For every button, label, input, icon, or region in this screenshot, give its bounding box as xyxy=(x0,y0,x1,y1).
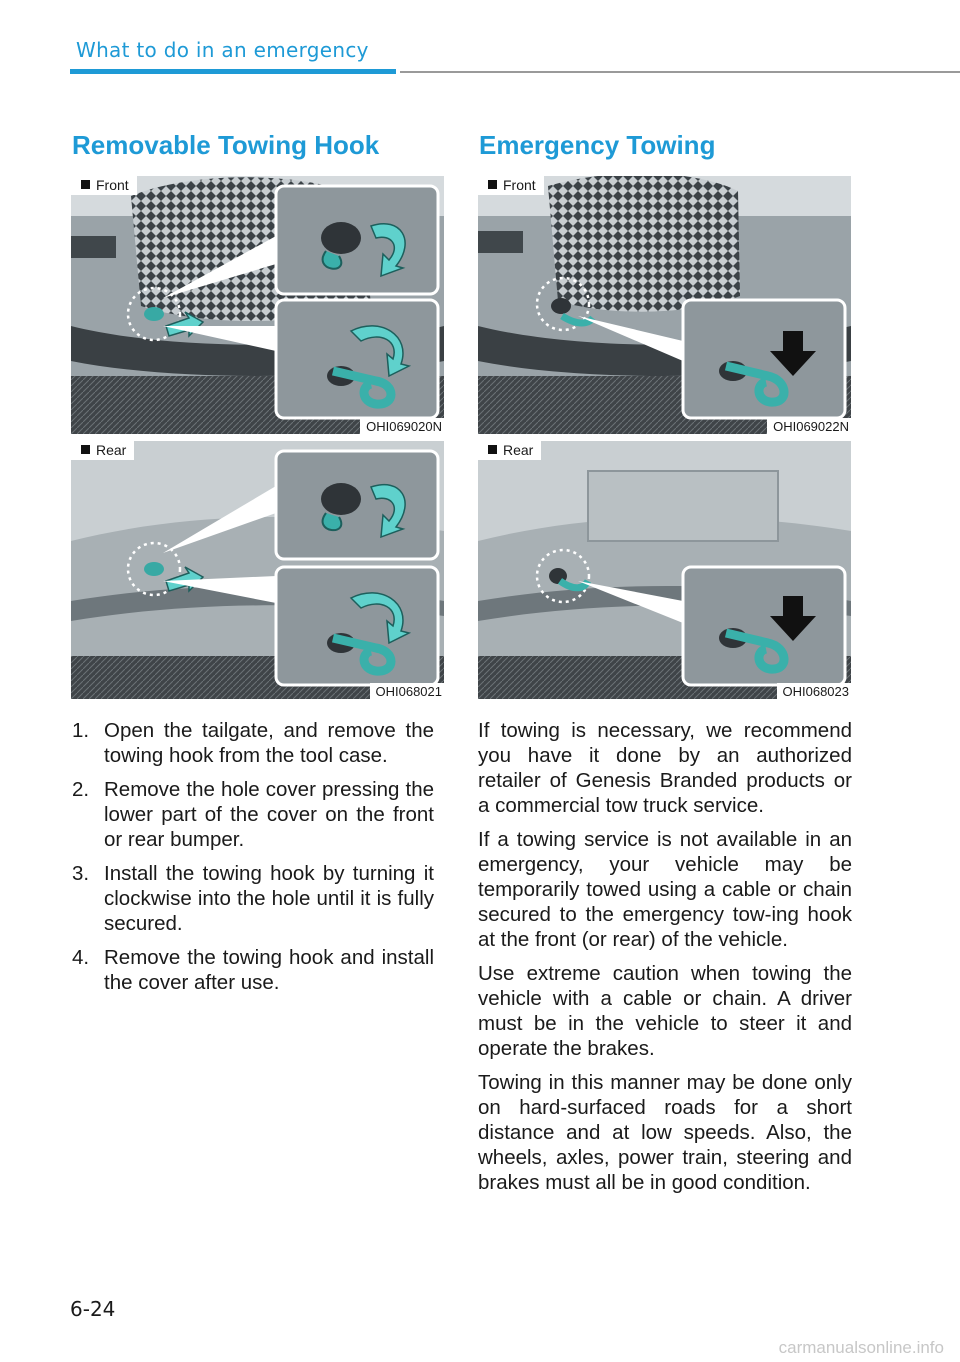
watermark: carmanualsonline.info xyxy=(778,1338,944,1357)
figure-code: OHI069022N xyxy=(767,418,851,434)
figure-emergency-towing-front xyxy=(478,176,851,434)
header-rule xyxy=(400,71,960,73)
step-number: 1. xyxy=(72,719,90,742)
section-title-emergency-towing: Emergency Towing xyxy=(479,130,716,160)
emergency-towing-rear-illustration xyxy=(478,441,851,699)
chapter-title: What to do in an emergency xyxy=(76,38,369,62)
figure-tag-text: Front xyxy=(96,177,129,193)
step-item xyxy=(70,945,434,995)
header-rule-accent xyxy=(70,69,396,74)
square-bullet-icon xyxy=(488,445,497,454)
emergency-towing-text xyxy=(478,718,852,1204)
emergency-towing-front-illustration xyxy=(478,176,851,434)
figure-tag-text: Front xyxy=(503,177,536,193)
step-text: Remove the hole cover pressing the lower part of the cover on the front or rear bumper. xyxy=(104,778,434,851)
paragraph: Use extreme caution when towing the vehicle with a cable or chain. A driver must be in the vehicle to steer it and operate the brakes. xyxy=(478,962,852,1060)
figure-label-front xyxy=(71,176,137,195)
figure-towing-hook-front xyxy=(71,176,444,434)
figure-towing-hook-rear xyxy=(71,441,444,699)
towing-hook-steps xyxy=(70,718,434,1004)
step-item xyxy=(70,777,434,852)
figure-label-front xyxy=(478,176,544,195)
section-title-removable-towing-hook: Removable Towing Hook xyxy=(72,130,380,160)
paragraph: If a towing service is not available in an emergency, your vehicle may be temporarily towed using a cable or chain secured to the emergency tow-ing hook at the front (or rear) of the vehicle. xyxy=(478,828,852,951)
square-bullet-icon xyxy=(81,180,90,189)
figure-emergency-towing-rear xyxy=(478,441,851,699)
figure-label-rear xyxy=(71,441,134,460)
step-item xyxy=(70,718,434,768)
figure-code: OHI068021 xyxy=(370,683,445,699)
step-number: 3. xyxy=(72,862,90,885)
step-number: 4. xyxy=(72,946,90,969)
figure-code: OHI069020N xyxy=(360,418,444,434)
square-bullet-icon xyxy=(488,180,497,189)
page-number: 6-24 xyxy=(70,1297,116,1321)
step-text: Install the towing hook by turning it clockwise into the hole until it is fully secured. xyxy=(104,862,434,935)
paragraph: Towing in this manner may be done only on hard-surfaced roads for a short distance and at low speeds. Also, the wheels, axles, power train, steering and brakes must all be in good condition. xyxy=(478,1071,852,1194)
step-text: Remove the towing hook and install the cover after use. xyxy=(104,946,434,994)
figure-code: OHI068023 xyxy=(777,683,852,699)
paragraph: If towing is necessary, we recommend you have it done by an authorized retailer of Genesis Branded products or a commercial tow truck service. xyxy=(478,719,852,817)
towing-hook-front-illustration xyxy=(71,176,444,434)
step-item xyxy=(70,861,434,936)
square-bullet-icon xyxy=(81,445,90,454)
towing-hook-rear-illustration xyxy=(71,441,444,699)
figure-tag-text: Rear xyxy=(503,442,534,458)
step-number: 2. xyxy=(72,778,90,801)
figure-tag-text: Rear xyxy=(96,442,127,458)
step-text: Open the tailgate, and remove the towing hook from the tool case. xyxy=(104,719,434,767)
figure-label-rear xyxy=(478,441,541,460)
